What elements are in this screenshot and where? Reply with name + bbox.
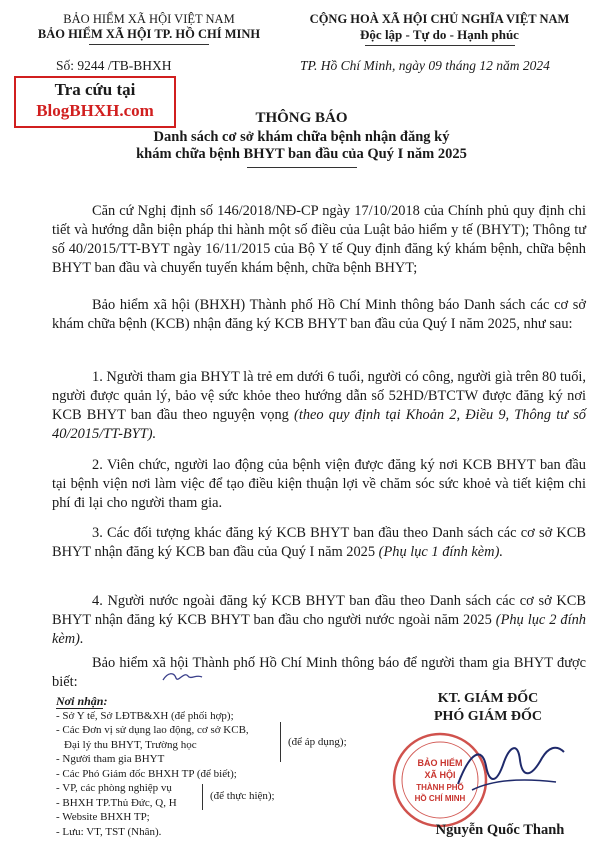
item-1-text: 1. Người tham gia BHYT là trẻ em dưới 6 tuổi, người có công, người già trên 80 tuổi, người được quản lý, bảo vệ sức khỏe theo hướng dẫn số 52HD/BTCTW được đăng ký nơi KCB BHYT ban đầu theo nguyện vọng [52,369,586,423]
title-line1: Danh sách cơ sở khám chữa bệnh nhận đăng ký [153,129,450,145]
recipients-heading: Nơi nhận [56,694,104,708]
recipient-item: - Website BHXH TP; [56,811,150,823]
note-apply: (để áp dụng); [288,736,347,748]
title-underline [247,167,357,168]
recipient-item: - VP, các phòng nghiệp vụ [56,782,172,794]
handwritten-signature [452,732,572,804]
recipients-block [56,694,326,839]
title-line2: khám chữa bệnh BHYT ban đầu của Quý I năm 2025 [136,146,467,162]
initials-mark [160,668,206,686]
signature-title1: KT. GIÁM ĐỐC [437,691,539,706]
seal-line-2: XÃ HỘI [424,770,456,780]
recipient-item: - Các Đơn vị sử dụng lao động, cơ sở KCB, [56,724,249,736]
paragraph-item-3 [52,524,586,562]
brace-apply [280,722,281,762]
title-block [0,110,603,168]
signature-title2: PHÓ GIÁM ĐỐC [433,709,543,724]
paragraph-announcement: Bảo hiểm xã hội (BHXH) Thành phố Hồ Chí Minh thông báo Danh sách các cơ sở khám chữa bệnh (KCB) nhận đăng ký KCB BHYT ban đầu của Quý I năm 2025, như sau: [52,297,586,332]
brace-execute [202,784,203,810]
signatory-name: Nguyễn Quốc Thanh [435,822,565,838]
watermark-line1: Tra cứu tại [54,80,136,99]
item-3-text: 3. Các đối tượng khác đăng ký KCB BHYT ban đầu theo Danh sách các cơ sở KCB BHYT nhận đăng ký KCB ban đầu của Quý I năm 2025 [52,525,586,560]
motto-underline [365,45,515,46]
agency-line2: BẢO HIỂM XÃ HỘI TP. HỒ CHÍ MINH [37,27,261,41]
recipient-item: - Người tham gia BHYT [56,753,165,765]
paragraph-legal-basis: Căn cứ Nghị định số 146/2018/NĐ-CP ngày 17/10/2018 của Chính phủ quy định chi tiết và hướng dẫn biện pháp thi hành một số điều của Luật bảo hiểm y tế (BHYT); Thông tư số 40/2015/TT-BYT ngày 16/11/2015 của Bộ Y tế Quy định đăng ký khám bệnh, chữa bệnh BHYT ban đầu và chuyển tuyến khám bệnh, chữa bệnh BHYT; [52,203,586,276]
recipient-item: - Các Phó Giám đốc BHXH TP (để biết); [56,767,237,780]
item-3-italic: (Phụ lục 1 đính kèm). [378,544,503,560]
seal-line-4: HỒ CHÍ MINH [414,794,466,803]
place-date: TP. Hồ Chí Minh, ngày 09 tháng 12 năm 2024 [300,58,550,73]
recipients-colon: : [103,694,108,708]
item-1-italic: (theo quy định tại Khoản 2, Điều 9, Thông tư số 40/2015/TT-BYT). [52,407,587,442]
signature-titles [388,690,588,726]
seal-line-3: THÀNH PHỐ [416,783,464,792]
document-number: Số: 9244 /TB-BHXH [56,58,172,73]
recipients-heading-row [56,694,326,709]
country-block [282,12,597,46]
agency-underline [89,44,209,45]
paragraph-item-1 [52,368,586,444]
item-4-text: 4. Người nước ngoài đăng ký KCB BHYT ban đầu theo Danh sách các cơ sở KCB BHYT nhận đăng ký KCB BHYT ban đầu cho người nước ngoài năm 2025 [52,593,586,628]
agency-line1: BẢO HIỂM XÃ HỘI VIỆT NAM [63,12,235,26]
paragraph-item-2: 2. Viên chức, người lao động của bệnh viện được đăng ký nơi KCB BHYT ban đầu tại bệnh viện nơi làm việc để tạo điều kiện thuận lợi về chăm sóc sức khoẻ và tiết kiệm chi phí đi lại cho người tham gia. [52,457,586,511]
item-4-italic: (Phụ lục 2 đính kèm). [52,612,586,647]
title-heading: THÔNG BÁO [255,110,348,126]
agency-block [18,12,280,45]
seal-line-1: BẢO HIỂM [417,758,463,768]
recipient-item: - Lưu: VT, TST (Nhân). [56,825,162,838]
recipient-item: - BHXH TP.Thủ Đức, Q, H [56,796,177,809]
country-name: CỘNG HOÀ XÃ HỘI CHỦ NGHĨA VIỆT NAM [309,12,570,26]
paragraph-closing: Bảo hiểm xã hội Thành phố Hồ Chí Minh thông báo để người tham gia BHYT được biết: [52,655,586,690]
motto: Độc lập - Tự do - Hạnh phúc [360,27,519,42]
note-execute: (để thực hiện); [210,790,275,802]
paragraph-item-4 [52,592,586,649]
recipient-item: - Sở Y tế, Sở LĐTB&XH (để phối hợp); [56,709,234,722]
watermark-line2: BlogBHXH.com [36,101,154,120]
recipient-item: Đại lý thu BHYT, Trường học [64,738,197,751]
